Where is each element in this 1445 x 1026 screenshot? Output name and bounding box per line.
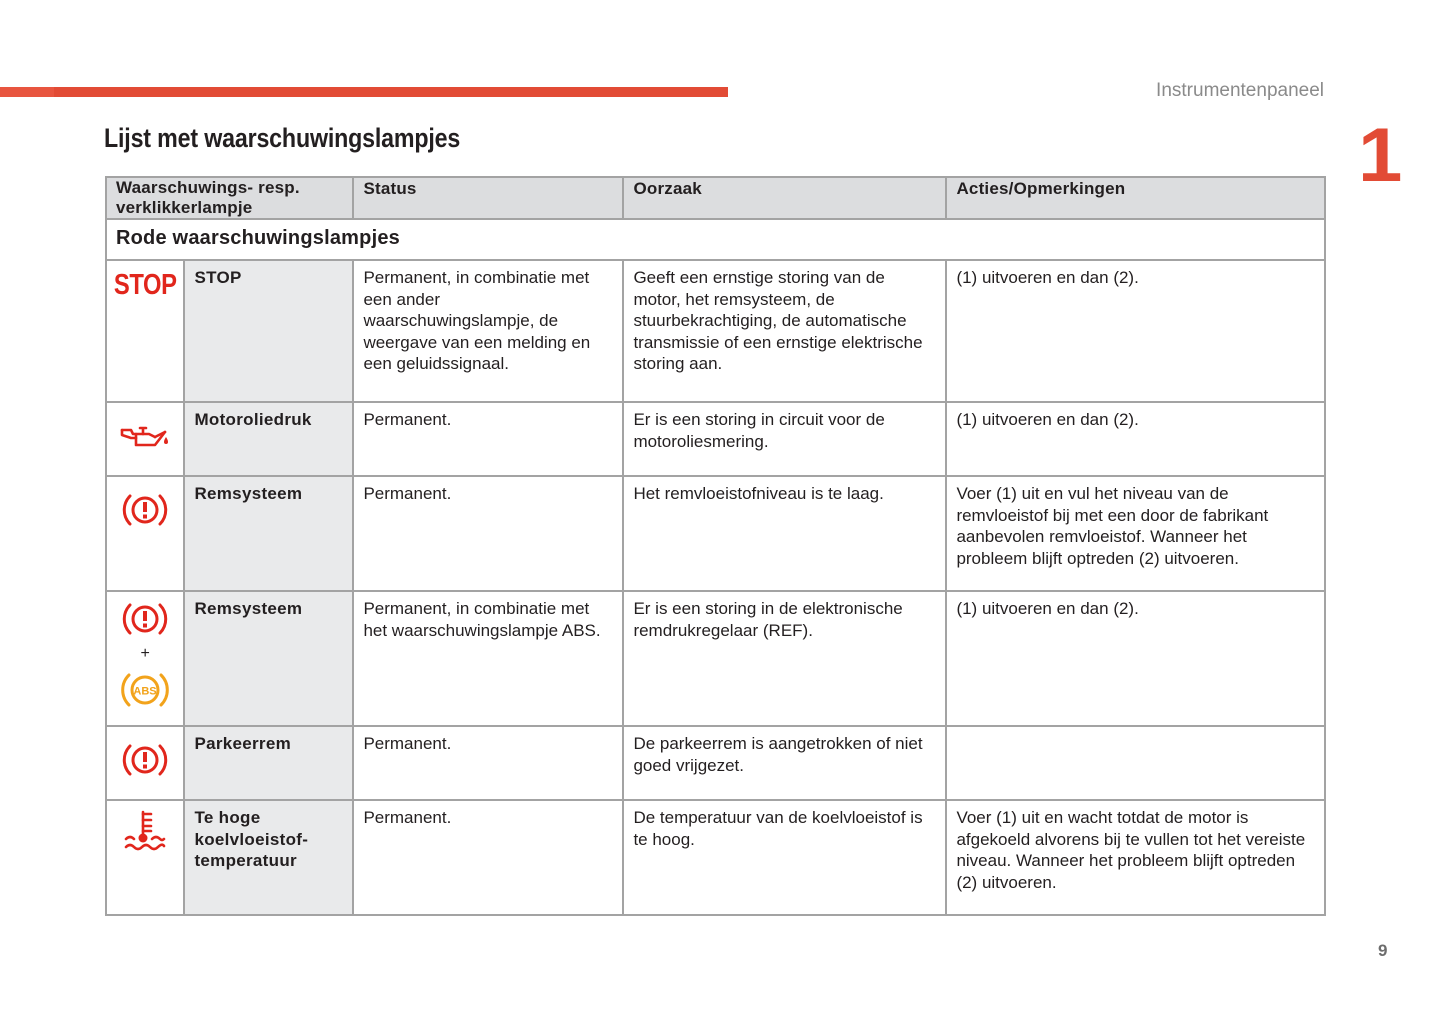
header-accent-bar (0, 87, 728, 97)
action-text (946, 726, 1325, 800)
lamp-name: Parkeerrem (184, 726, 353, 800)
column-header-lamp-line1: Waarschuwings- resp. (116, 178, 300, 197)
table-row (106, 726, 1325, 800)
column-header-cause: Oorzaak (623, 177, 946, 219)
action-text: (1) uitvoeren en dan (2). (946, 260, 1325, 402)
table-row (106, 591, 1325, 726)
lamp-name: Remsysteem (184, 476, 353, 591)
oil-can-icon (119, 423, 171, 449)
action-text: (1) uitvoeren en dan (2). (946, 402, 1325, 476)
status-text: Permanent. (353, 800, 623, 915)
table-row (106, 402, 1325, 476)
coolant-temperature-icon (122, 809, 168, 853)
action-text: (1) uitvoeren en dan (2). (946, 591, 1325, 726)
chapter-number: 1 (1357, 113, 1403, 198)
icon-cell (106, 476, 184, 591)
column-header-status: Status (353, 177, 623, 219)
icon-cell (106, 402, 184, 476)
action-text: Voer (1) uit en vul het niveau van de remvloeistof bij met een door de fabrikant aanbevolen remvloeistof. Wanneer het probleem blijft optreden (2) uitvoeren. (946, 476, 1325, 591)
warning-lights-table (105, 176, 1326, 916)
status-text: Permanent, in combinatie met het waarschuwingslampje ABS. (353, 591, 623, 726)
icon-cell (106, 726, 184, 800)
cause-text: Geeft een ernstige storing van de motor, het remsysteem, de stuurbekrachtiging, de automatische transmissie of een ernstige elektrische storing aan. (623, 260, 946, 402)
status-text: Permanent. (353, 476, 623, 591)
cause-text: De temperatuur van de koelvloeistof is te hoog. (623, 800, 946, 915)
cause-text: Er is een storing in de elektronische remdrukregelaar (REF). (623, 591, 946, 726)
brake-warning-icon (121, 600, 169, 638)
icon-cell (106, 800, 184, 915)
table-row (106, 476, 1325, 591)
icon-cell (106, 260, 184, 402)
table-row (106, 800, 1325, 915)
status-text: Permanent, in combinatie met een ander waarschuwingslampje, de weergave van een melding en een geluidssignaal. (353, 260, 623, 402)
section-label: Instrumentenpaneel (1156, 80, 1324, 101)
status-text: Permanent. (353, 726, 623, 800)
plus-sign: + (140, 645, 150, 662)
table-row (106, 260, 1325, 402)
abs-icon-label: ABS (133, 685, 157, 697)
lamp-name: STOP (184, 260, 353, 402)
page-number: 9 (1378, 941, 1388, 960)
lamp-name: Motoroliedruk (184, 402, 353, 476)
status-text: Permanent. (353, 402, 623, 476)
group-row (106, 219, 1325, 260)
brake-warning-icon (121, 741, 169, 779)
cause-text: Het remvloeistofniveau is te laag. (623, 476, 946, 591)
column-header-lamp (106, 177, 353, 219)
column-header-lamp-line2: verklikkerlampje (116, 198, 253, 217)
lamp-name: Remsysteem (184, 591, 353, 726)
action-text: Voer (1) uit en wacht totdat de motor is afgekoeld alvorens bij te vullen tot het vereiste niveau. Wanneer het probleem blijft optreden (2) uitvoeren. (946, 800, 1325, 915)
icon-cell (106, 591, 184, 726)
page-title: Lijst met waarschuwingslampjes (104, 123, 461, 153)
abs-icon (119, 670, 171, 710)
header-accent-bar-start (0, 87, 54, 97)
cause-text: De parkeerrem is aangetrokken of niet goed vrijgezet. (623, 726, 946, 800)
cause-text: Er is een storing in circuit voor de motoroliesmering. (623, 402, 946, 476)
group-title: Rode waarschuwingslampjes (106, 219, 1325, 260)
column-header-actions: Acties/Opmerkingen (946, 177, 1325, 219)
brake-warning-icon (121, 491, 169, 529)
lamp-name: Te hoge koelvloeistof-temperatuur (184, 800, 353, 915)
stop-icon: STOP (113, 269, 177, 301)
table-header-row (106, 177, 1325, 219)
